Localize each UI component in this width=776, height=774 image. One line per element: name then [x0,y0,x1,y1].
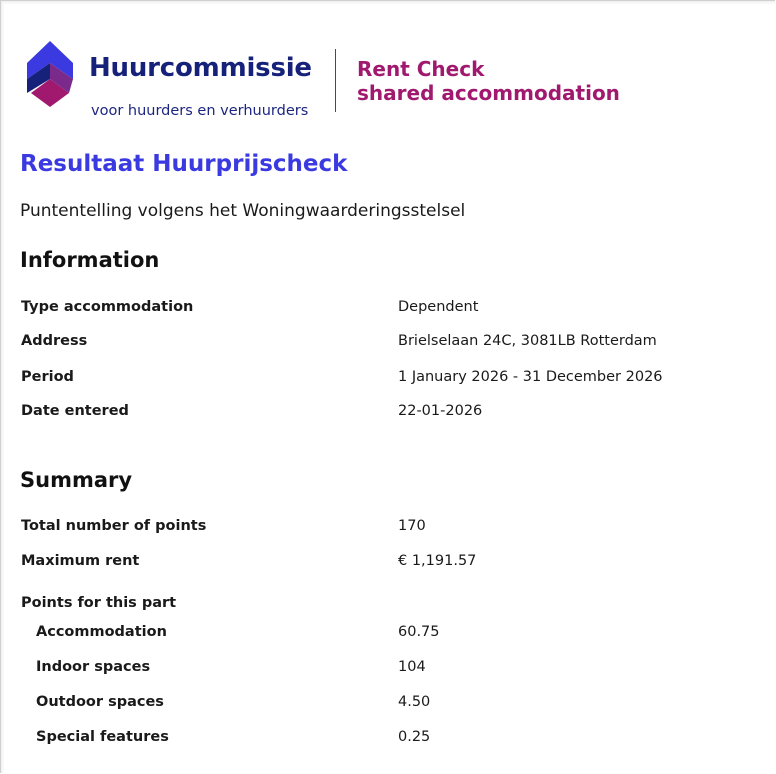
info-label-type: Type accommodation [21,299,194,315]
info-value-type: Dependent [398,299,479,315]
header [27,41,627,125]
info-label-date-entered: Date entered [21,403,129,419]
summary-label-max-rent: Maximum rent [21,553,140,569]
part-value-accommodation: 60.75 [398,624,440,640]
part-value-special-features: 0.25 [398,729,431,745]
brand-tagline: voor huurders en verhuurders [91,103,309,119]
info-label-address: Address [21,333,88,349]
info-label-period: Period [21,369,74,385]
summary-value-total-points: 170 [398,518,426,534]
information-heading: Information [20,248,160,272]
part-value-indoor-spaces: 104 [398,659,426,675]
part-label-special-features: Special features [36,729,169,745]
info-value-period: 1 January 2026 - 31 December 2026 [398,369,663,385]
summary-heading: Summary [20,468,133,492]
part-label-accommodation: Accommodation [36,624,167,640]
result-subtitle: Puntentelling volgens het Woningwaarderingsstelsel [20,201,466,221]
info-value-address: Brielselaan 24C, 3081LB Rotterdam [398,333,657,349]
points-parts-heading: Points for this part [21,595,177,611]
product-title-line1: Rent Check [357,57,485,81]
info-value-date-entered: 22-01-2026 [398,403,483,419]
part-label-indoor-spaces: Indoor spaces [36,659,151,675]
header-divider [335,49,336,112]
result-title: Resultaat Huurprijscheck [20,151,348,177]
part-label-outdoor-spaces: Outdoor spaces [36,694,164,710]
product-title-line2: shared accommodation [357,81,620,105]
part-value-outdoor-spaces: 4.50 [398,694,431,710]
brand-name: Huurcommissie [89,53,312,83]
house-diamond-logo-icon [27,41,73,107]
summary-label-total-points: Total number of points [21,518,207,534]
summary-value-max-rent: € 1,191.57 [398,553,477,569]
